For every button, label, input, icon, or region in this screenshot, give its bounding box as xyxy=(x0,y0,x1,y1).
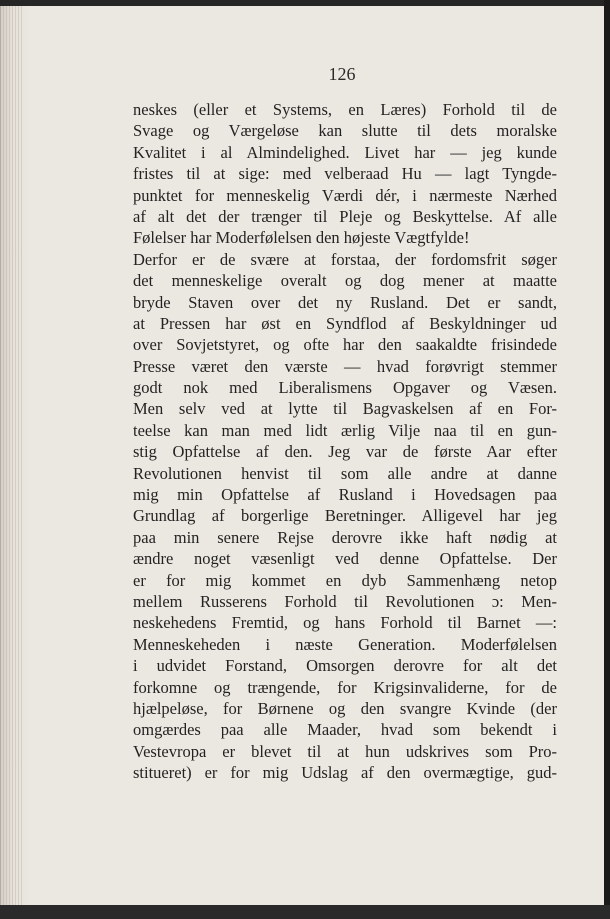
text-line: Derfor er de svære at forstaa, der fordomsfrit søger xyxy=(133,249,557,269)
page-number: 126 xyxy=(328,64,356,84)
text-line: Presse været den værste — hvad forøvrigt stemmer xyxy=(133,356,557,376)
page-sheet xyxy=(0,6,604,905)
text-line: omgærdes paa alle Maader, hvad som bekendt i xyxy=(133,720,557,740)
text-line: at Pressen har øst en Syndflod af Beskyldninger ud xyxy=(133,313,557,333)
text-line: mig min Opfattelse af Rusland i Hovedsagen paa xyxy=(133,485,557,505)
text-line: er for mig kommet en dyb Sammenhæng netop xyxy=(133,570,557,590)
text-line: Kvalitet i al Almindelighed. Livet har — jeg kunde xyxy=(133,142,557,162)
text-line: Men selv ved at lytte til Bagvaskelsen af en For- xyxy=(133,399,557,419)
text-line: Menneskeheden i næste Generation. Moderfølelsen xyxy=(133,634,557,654)
text-line: i udvidet Forstand, Omsorgen derovre for alt det xyxy=(133,656,557,676)
body-text xyxy=(133,99,557,784)
scan-right-edge xyxy=(604,0,610,919)
text-line: Følelser har Moderfølelsen den højeste Vægtfylde! xyxy=(133,228,470,248)
text-line: Vestevropa er blevet til at hun udskrives som Pro- xyxy=(133,741,557,761)
text-line: neskes (eller et Systems, en Læres) Forhold til de xyxy=(133,100,557,119)
binding-gutter xyxy=(0,6,22,905)
text-line: hjælpeløse, for Børnene og den svangre Kvinde (der xyxy=(133,698,557,718)
text-line: paa min senere Rejse derovre ikke haft nødig at xyxy=(133,527,557,547)
text-line: neskehedens Fremtid, og hans Forhold til Barnet —: xyxy=(133,613,557,633)
text-line: godt nok med Liberalismens Opgaver og Væsen. xyxy=(133,378,557,398)
text-line: teelse kan man med lidt ærlig Vilje naa til en gun- xyxy=(133,420,557,440)
text-line: mellem Russerens Forhold til Revolutionen ɔ: Men- xyxy=(133,591,557,611)
text-line: det menneskelige overalt og dog mener at maatte xyxy=(133,271,557,291)
text-line: fristes til at sige: med velberaad Hu — lagt Tyngde- xyxy=(133,164,557,184)
text-line: Svage og Værgeløse kan slutte til dets moralske xyxy=(133,121,557,141)
text-line: punktet for menneskelig Værdi dér, i nærmeste Nærhed xyxy=(133,185,557,205)
text-line: ændre noget væsenligt ved denne Opfattelse. Der xyxy=(133,549,557,569)
text-line: over Sovjetstyret, og ofte har den saakaldte frisindede xyxy=(133,335,557,355)
text-line: Grundlag af borgerlige Beretninger. Alligevel har jeg xyxy=(133,506,557,526)
text-line: af alt det der trænger til Pleje og Beskyttelse. Af alle xyxy=(133,206,557,226)
scan-bottom-edge xyxy=(0,905,610,919)
text-line: Revolutionen henvist til som alle andre at danne xyxy=(133,463,557,483)
text-line: stitueret) er for mig Udslag af den overmægtige, gud- xyxy=(133,763,557,783)
text-line: forkomne og trængende, for Krigsinvaliderne, for de xyxy=(133,677,557,697)
text-line: stig Opfattelse af den. Jeg var de første Aar efter xyxy=(133,442,557,462)
text-line: bryde Staven over det ny Rusland. Det er sandt, xyxy=(133,292,557,312)
